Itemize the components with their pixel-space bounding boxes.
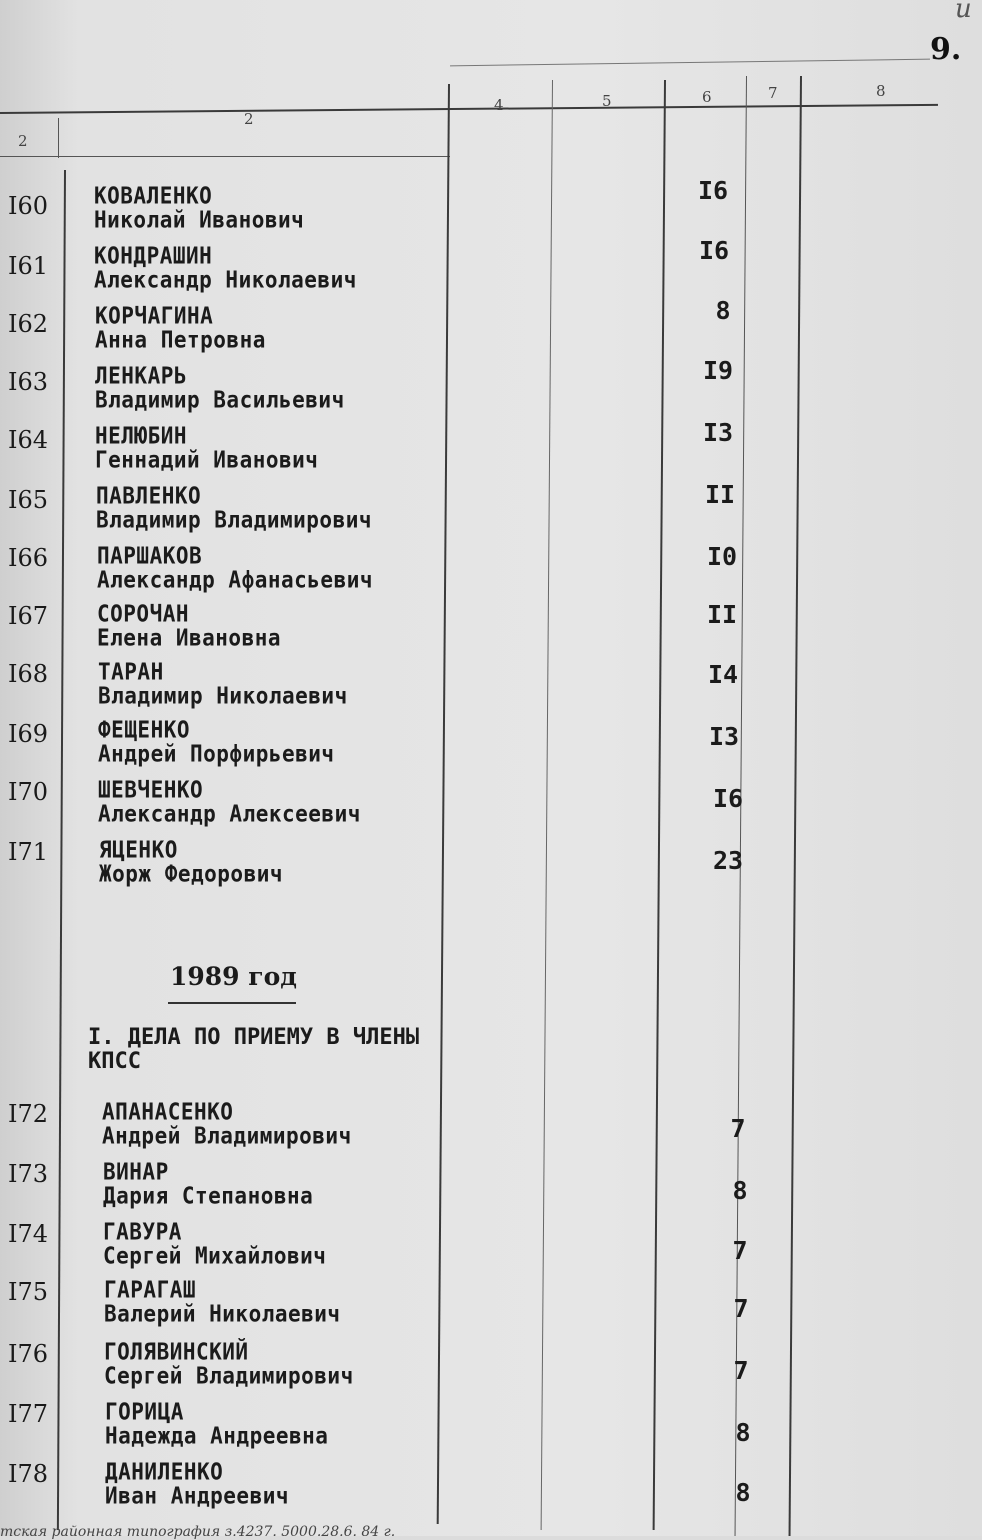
list-item [0, 776, 982, 836]
page-count: I6 [698, 236, 730, 265]
case-number: I76 [8, 1340, 49, 1368]
surname: ШЕВЧЕНКО [98, 776, 204, 803]
given-name: Александр Афанасьевич [97, 566, 374, 593]
given-name: Андрей Владимирович [102, 1122, 352, 1149]
surname: ДАНИЛЕНКО [105, 1458, 224, 1485]
given-name: Владимир Владимирович [96, 506, 373, 533]
list-item [0, 1398, 982, 1458]
given-name: Жорж Федорович [99, 860, 284, 887]
page-count: 23 [712, 846, 744, 875]
page-count: 7 [732, 1236, 748, 1265]
case-number: I65 [8, 486, 49, 514]
column-number-4: 4 [494, 96, 504, 114]
page-count: 8 [735, 1418, 751, 1447]
column-number-1: 2 [18, 132, 28, 150]
surname: ГОРИЦА [105, 1398, 184, 1425]
given-name: Александр Николаевич [94, 266, 357, 293]
case-number: I72 [8, 1100, 49, 1128]
column-number-7: 7 [768, 84, 778, 102]
case-number: I70 [8, 778, 49, 806]
year-heading: 1989 год [170, 962, 297, 991]
column-number-2: 2 [244, 110, 254, 128]
case-number: I74 [8, 1220, 49, 1248]
list-item [0, 836, 982, 896]
case-number: I60 [8, 192, 49, 220]
surname: СОРОЧАН [97, 600, 190, 627]
given-name: Елена Ивановна [97, 624, 282, 651]
list-item [0, 1276, 982, 1336]
case-number: I71 [8, 838, 49, 866]
list-item [0, 1158, 982, 1218]
given-name: Владимир Николаевич [98, 682, 348, 709]
list-item [0, 716, 982, 776]
list-item [0, 356, 982, 422]
list-item [0, 600, 982, 660]
surname: ЯЦЕНКО [99, 836, 178, 863]
given-name: Геннадий Иванович [95, 446, 319, 473]
case-number: I64 [8, 426, 49, 454]
surname: АПАНАСЕНКО [102, 1098, 234, 1125]
given-name: Сергей Владимирович [104, 1362, 354, 1389]
surname: ВИНАР [103, 1158, 169, 1185]
page-count: 7 [730, 1114, 746, 1143]
list-item [0, 1458, 982, 1518]
list-item [0, 542, 982, 602]
header-rule-top [0, 104, 938, 114]
case-number: I69 [8, 720, 49, 748]
case-number: I78 [8, 1460, 49, 1488]
given-name: Валерий Николаевич [104, 1300, 341, 1327]
page-count: 7 [733, 1294, 749, 1323]
column-rule-1 [58, 118, 59, 158]
page-count: 8 [715, 296, 731, 325]
case-number: I77 [8, 1400, 49, 1428]
given-name: Надежда Андреевна [105, 1422, 329, 1449]
header-rule-right [450, 59, 930, 67]
list-item [0, 482, 982, 542]
given-name: Андрей Порфирьевич [98, 740, 335, 767]
surname: КОРЧАГИНА [95, 302, 214, 329]
page-count: I3 [708, 722, 740, 751]
given-name: Николай Иванович [94, 206, 305, 233]
column-number-8: 8 [876, 82, 886, 100]
case-number: I62 [8, 310, 49, 338]
page-count: I6 [697, 176, 729, 205]
page-count: I9 [702, 356, 734, 385]
list-item [0, 658, 982, 718]
case-number: I73 [8, 1160, 49, 1188]
given-name: Александр Алексеевич [98, 800, 361, 827]
section-heading: I. ДЕЛА ПО ПРИЕМУ В ЧЛЕНЫ КПСС [88, 1025, 420, 1074]
surname: ГАРАГАШ [104, 1276, 197, 1303]
page-count: I6 [712, 784, 744, 813]
list-item [0, 1338, 982, 1398]
page-count: I3 [702, 418, 734, 447]
column-number-6: 6 [702, 88, 712, 106]
given-name: Сергей Михайлович [103, 1242, 327, 1269]
page-count: II [706, 600, 738, 629]
list-item [0, 296, 982, 362]
surname: ТАРАН [98, 658, 164, 685]
case-number: I66 [8, 544, 49, 572]
case-number: I61 [8, 252, 49, 280]
list-item [0, 176, 982, 242]
surname: НЕЛЮБИН [95, 422, 188, 449]
surname: ГОЛЯВИНСКИЙ [104, 1338, 249, 1365]
page-count: I4 [707, 660, 739, 689]
case-number: I63 [8, 368, 49, 396]
page-count: 7 [733, 1356, 749, 1385]
page-count: 8 [735, 1478, 751, 1507]
case-number: I68 [8, 660, 49, 688]
surname: ПАРШАКОВ [97, 542, 203, 569]
given-name: Иван Андреевич [105, 1482, 290, 1509]
list-item [0, 1218, 982, 1278]
footer-imprint: тская районная типография з.4237. 5000.28.6. 84 г. [0, 1524, 396, 1540]
corner-mark: и [955, 0, 972, 24]
page-count: II [704, 480, 736, 509]
list-item [0, 418, 982, 482]
surname: КОНДРАШИН [94, 242, 213, 269]
given-name: Владимир Васильевич [95, 386, 345, 413]
column-number-5: 5 [602, 92, 612, 110]
given-name: Дария Степановна [103, 1182, 314, 1209]
list-item [0, 1098, 982, 1158]
surname: ГАВУРА [103, 1218, 182, 1245]
sheet-number: 9. [930, 32, 962, 67]
surname: ЛЕНКАРЬ [95, 362, 188, 389]
page-count: I0 [706, 542, 738, 571]
page-count: 8 [732, 1176, 748, 1205]
list-item [0, 236, 982, 302]
surname: КОВАЛЕНКО [94, 182, 213, 209]
surname: ПАВЛЕНКО [96, 482, 202, 509]
year-underline [168, 1002, 296, 1004]
case-number: I67 [8, 602, 49, 630]
header-rule-bottom [0, 156, 450, 157]
surname: ФЕЩЕНКО [98, 716, 191, 743]
given-name: Анна Петровна [95, 326, 266, 353]
case-number: I75 [8, 1278, 49, 1306]
